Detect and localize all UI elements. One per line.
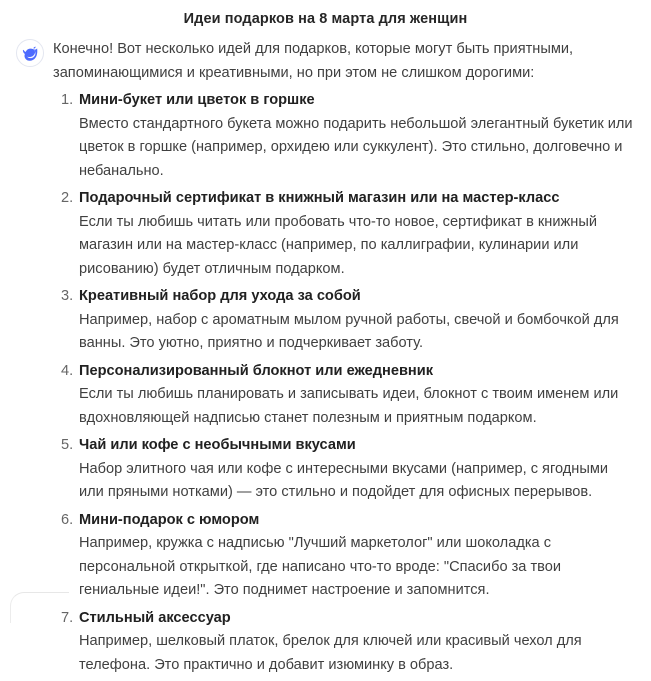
list-item — [61, 434, 634, 505]
input-box-top-edge — [10, 592, 69, 623]
message-intro: Конечно! Вот несколько идей для подарков, которые могут быть приятными, запоминающимися и креативными, но при этом не слишком дорогими: — [53, 41, 574, 81]
list-item — [61, 607, 634, 678]
deepseek-whale-icon — [21, 44, 39, 62]
list-item — [61, 89, 634, 183]
item-number: 3. — [61, 288, 74, 304]
item-number: 2. — [61, 190, 74, 206]
gift-ideas-list — [53, 89, 634, 677]
item-title: Креативный набор для ухода за собой — [79, 288, 361, 304]
item-number: 7. — [61, 609, 74, 626]
item-title: Стильный аксессуар — [79, 609, 231, 626]
item-number: 4. — [61, 362, 74, 379]
item-body: Если ты любишь планировать и записывать идеи, блокнот с твоим именем или вдохновляющей надписью станет полезным и приятным подарком. — [79, 386, 619, 426]
item-body: Например, набор с ароматным мылом ручной работы, свечой и бомбочкой для ванны. Это уютно, приятно и подчеркивает заботу. — [79, 311, 619, 351]
message-content — [53, 38, 635, 681]
page-title: Идеи подарков на 8 марта для женщин — [183, 11, 468, 27]
item-title: Мини-подарок с юмором — [79, 511, 260, 528]
item-title: Персонализированный блокнот или ежедневник — [79, 362, 434, 379]
item-number: 5. — [61, 437, 74, 453]
assistant-message — [0, 38, 651, 681]
item-body: Если ты любишь читать или пробовать что-то новое, сертификат в книжный магазин или на мастер-класс (например, по каллиграфии, кулинарии или рисованию) будет отличным подарком. — [79, 213, 597, 277]
item-title: Чай или кофе с необычными вкусами — [79, 437, 356, 453]
item-body: Набор элитного чая или кофе с интересными вкусами (например, с ягодными или пряными нотками) — это стильно и подойдет для офисных перерывов. — [79, 460, 609, 500]
item-body: Например, шелковый платок, брелок для ключей или красивый чехол для телефона. Это практично и добавит изюминку в образ. — [79, 633, 582, 673]
item-number: 6. — [61, 511, 74, 528]
list-item — [61, 360, 634, 431]
list-item — [61, 187, 634, 281]
list-item — [61, 285, 634, 356]
item-body: Например, кружка с надписью "Лучший маркетолог" или шоколадка с персональной открыткой, где написано что-то вроде: "Спасибо за твои гениальные идеи!". Это поднимет настроение и запомнится. — [79, 535, 562, 598]
item-body: Вместо стандартного букета можно подарить небольшой элегантный букетик или цветок в горшке (например, орхидею или суккулент). Это стильно, долговечно и небанально. — [79, 115, 633, 179]
item-title: Подарочный сертификат в книжный магазин или на мастер-класс — [79, 190, 560, 206]
list-item — [61, 509, 634, 603]
item-title: Мини-букет или цветок в горшке — [79, 92, 315, 108]
item-number: 1. — [61, 92, 74, 108]
avatar — [16, 39, 44, 67]
